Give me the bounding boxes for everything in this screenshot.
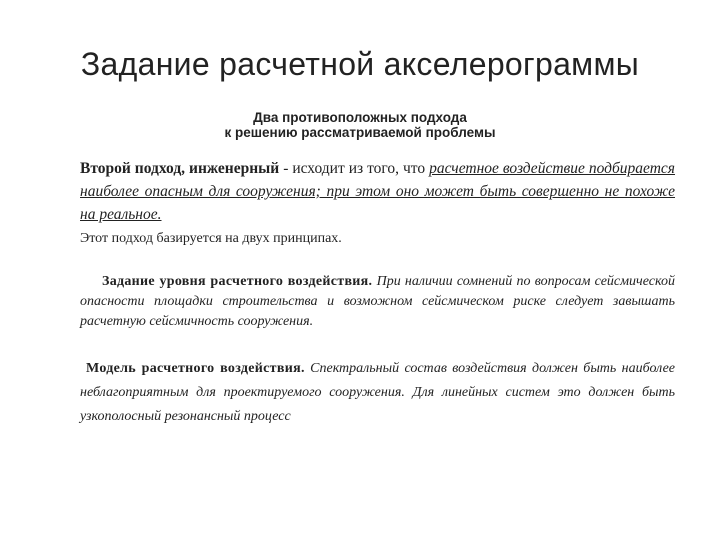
slide-title: Задание расчетной акселерограммы <box>80 46 640 82</box>
subtitle-line-2: к решению рассматриваемой проблемы <box>224 125 496 140</box>
paragraph-lead: Второй подход, инженерный <box>80 160 280 177</box>
paragraph-emphasis: расчетное воздействие подбирается наиболее опасным для сооружения; при этом оно может быть совершенно не похоже на реальное. <box>80 160 675 223</box>
subtitle-line-1: Два противоположных подхода <box>253 110 467 125</box>
principle-model <box>80 357 675 429</box>
paragraph-principles-intro: Этот подход базируется на двух принципах. <box>80 231 342 246</box>
principle-level <box>80 272 675 332</box>
principle-heading: Задание уровня расчетного воздействия. <box>102 274 373 289</box>
principle-heading: Модель расчетного воздействия. <box>86 361 305 376</box>
slide-subtitle <box>150 110 570 140</box>
principle-text: Спектральный состав воздействия должен быть наиболее неблагоприятным для проектируемого сооружения. Для линейных систем это должен быть узкополосный резонансный процесс <box>80 361 676 424</box>
paragraph-engineering-approach <box>80 157 675 226</box>
paragraph-text: - исходит из того, что <box>279 160 430 177</box>
principle-text: При наличии сомнений по вопросам сейсмической опасности площадки строительства и возможном сейсмическом риске следует завышать расчетную сейсмичность сооружения. <box>80 274 675 329</box>
